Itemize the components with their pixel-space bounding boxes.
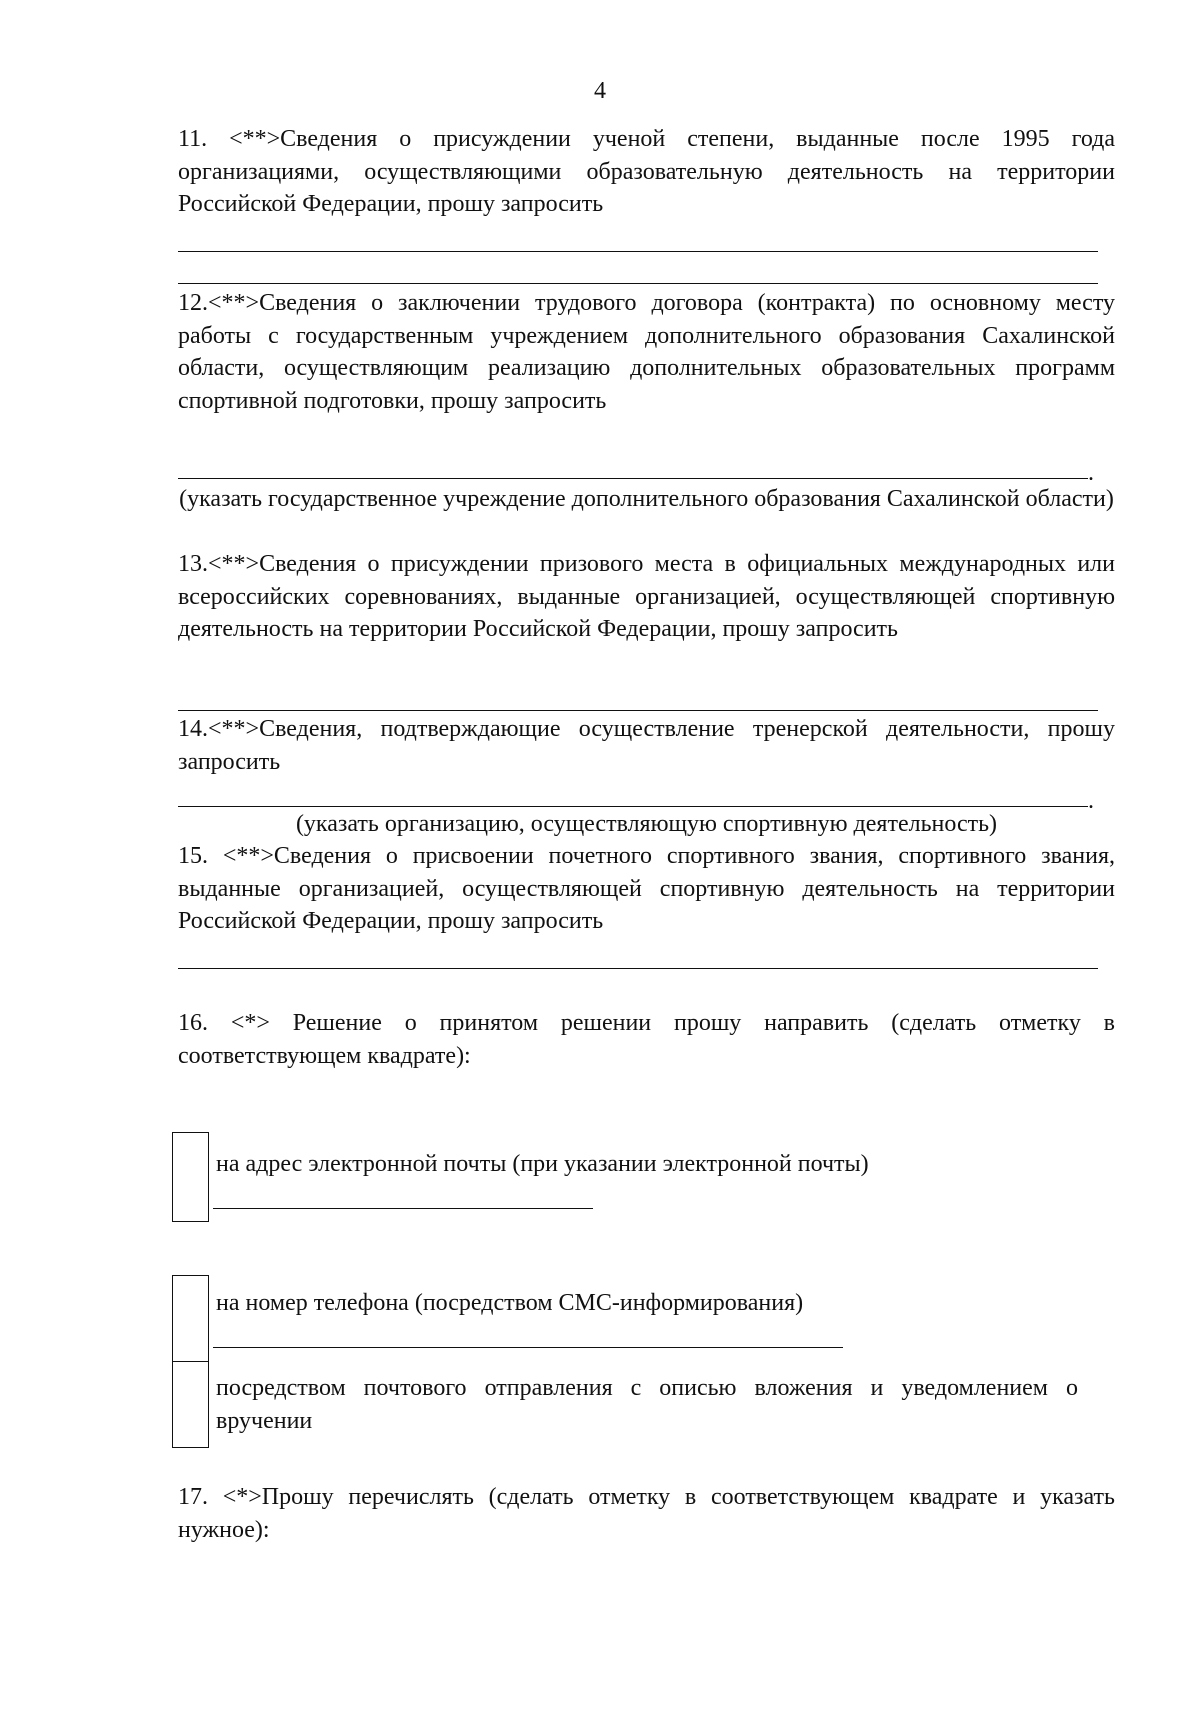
item-14-text: 14.<**>Сведения, подтверждающие осуществление тренерской деятельности, прошу запросить (178, 716, 1115, 775)
phone-input-line[interactable] (213, 1347, 843, 1348)
post-option-label: посредством почтового отправления с описью вложения и уведомлением о вручении (216, 1375, 1078, 1434)
item-14-line (178, 806, 1088, 807)
item-14-period: . (1088, 788, 1094, 814)
item-11-text: 11. <**>Сведения о присуждении ученой степени, выданные после 1995 года организациями, осуществляющими образовательную деятельность на территории Российской Федерации, прошу запросить (178, 126, 1115, 217)
item-15-line (178, 968, 1098, 969)
email-checkbox[interactable] (172, 1132, 209, 1222)
phone-option-label: на номер телефона (посредством СМС-информирования) (216, 1290, 804, 1316)
post-checkbox[interactable] (172, 1361, 209, 1448)
item-12-hint: (указать государственное учреждение дополнительного образования Сахалинской области) (179, 486, 1114, 512)
item-12-text: 12.<**>Сведения о заключении трудового договора (контракта) по основному месту работы с государственным учреждением дополнительного образования Сахалинской области, осуществляющим реализацию дополнительных образовательных программ спортивной подготовки, прошу запросить (178, 290, 1115, 414)
item-13-line (178, 710, 1098, 711)
phone-checkbox[interactable] (172, 1275, 209, 1362)
item-12-line (178, 478, 1088, 479)
item-11-line-1 (178, 251, 1098, 252)
item-14-hint: (указать организацию, осуществляющую спортивную деятельность) (295, 811, 998, 837)
item-12-period: . (1088, 460, 1094, 486)
item-11-line-2 (178, 283, 1098, 284)
email-input-line[interactable] (213, 1208, 593, 1209)
item-13-text: 13.<**>Сведения о присуждении призового места в официальных международных или всероссийских соревнованиях, выданные организацией, осуществляющей спортивную деятельность на территории Российской Федерации, прошу запросить (178, 551, 1115, 642)
item-17-text: 17. <*>Прошу перечислять (сделать отметку в соответствующем квадрате и указать нужное): (178, 1484, 1115, 1543)
item-15-text: 15. <**>Сведения о присвоении почетного спортивного звания, спортивного звания, выданные организацией, осуществляющей спортивную деятельность на территории Российской Федерации, прошу запросить (178, 843, 1115, 934)
item-16-text: 16. <*> Решение о принятом решении прошу направить (сделать отметку в соответствующем квадрате): (178, 1010, 1115, 1069)
email-option-label: на адрес электронной почты (при указании электронной почты) (216, 1151, 869, 1177)
page-number: 4 (594, 78, 606, 104)
